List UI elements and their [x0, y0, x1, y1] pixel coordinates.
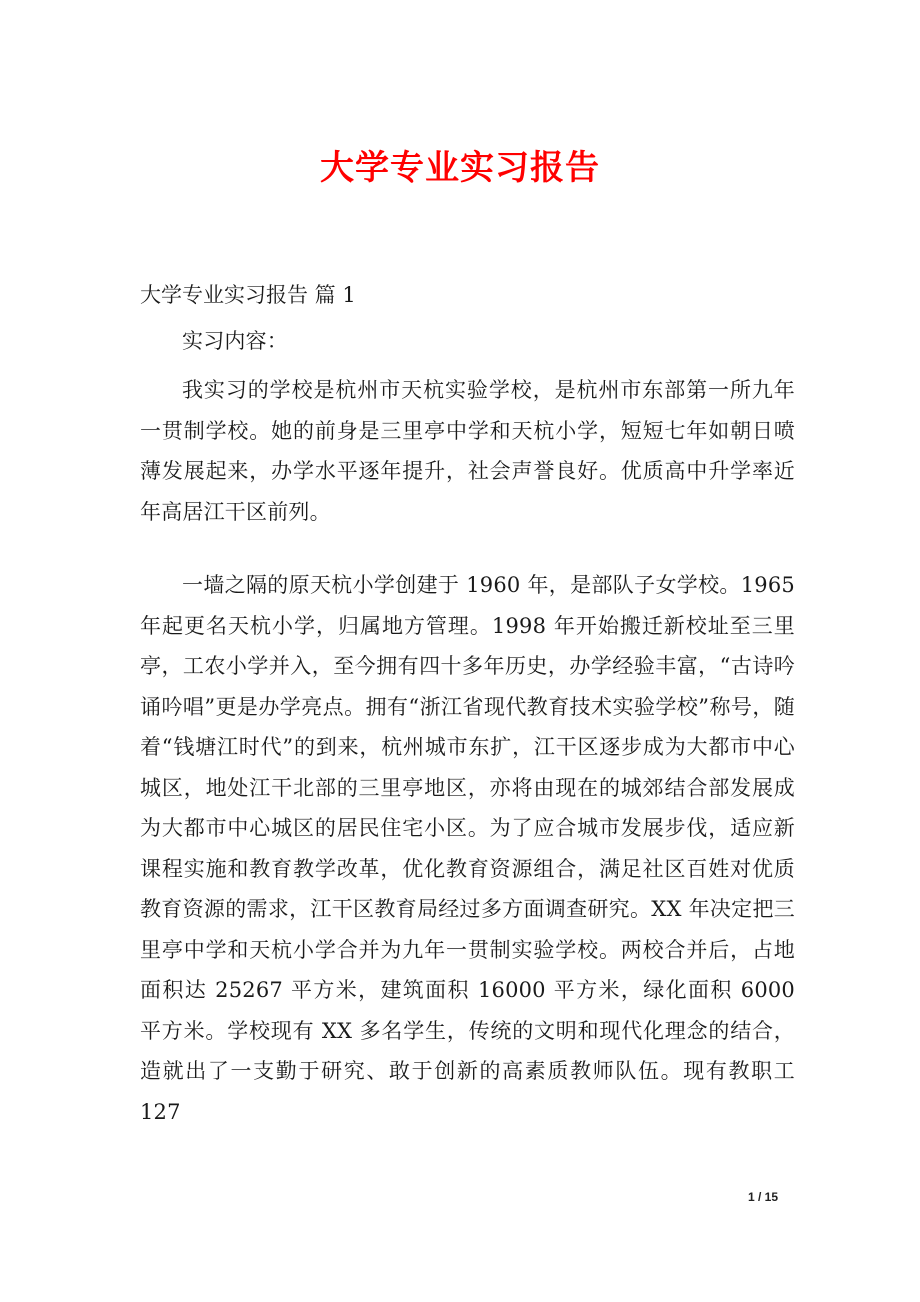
page-number: 1 / 15 [747, 1190, 778, 1204]
document-title: 大学专业实习报告 [320, 148, 600, 188]
paragraph-school-overview: 我实习的学校是杭州市天杭实验学校，是杭州市东部第一所九年一贯制学校。她的前身是三里亭中学和天杭小学，短短七年如朝日喷薄发展起来，办学水平逐年提升，社会声誉良好。优质高中升学率近年高居江干区前列。 [140, 378, 795, 524]
paragraph-intro-label: 实习内容： [182, 329, 288, 353]
paragraph-school-history: 一墙之隔的原天杭小学创建于 1960 年，是部队子女学校。1965 年起更名天杭小学，归属地方管理。1998 年开始搬迁新校址至三里亭，工农小学并入，至今拥有四十多年历史，办学经验丰富，“古诗吟诵吟唱”更是办学亮点。拥有“浙江省现代教育技术实验学校”称号，随着“钱塘江时代”的到来，杭州城市东扩，江干区逐步成为大都市中心城区，地处江干北部的三里亭地区，亦将由现在的城郊结合部发展成为大都市中心城区的居民住宅小区。为了应合城市发展步伐，适应新课程实施和教育教学改革，优化教育资源组合，满足社区百姓对优质教育资源的需求，江干区教育局经过多方面调查研究。XX 年决定把三里亭中学和天杭小学合并为九年一贯制实验学校。两校合并后，占地面积达 25267 平方米，建筑面积 16000 平方米，绿化面积 6000 平方米。学校现有 XX 多名学生，传统的文明和现代化理念的结合，造就出了一支勤于研究、敢于创新的高素质教师队伍。现有教职工 127 [140, 573, 795, 1124]
section-heading: 大学专业实习报告 篇 1 [140, 283, 356, 307]
